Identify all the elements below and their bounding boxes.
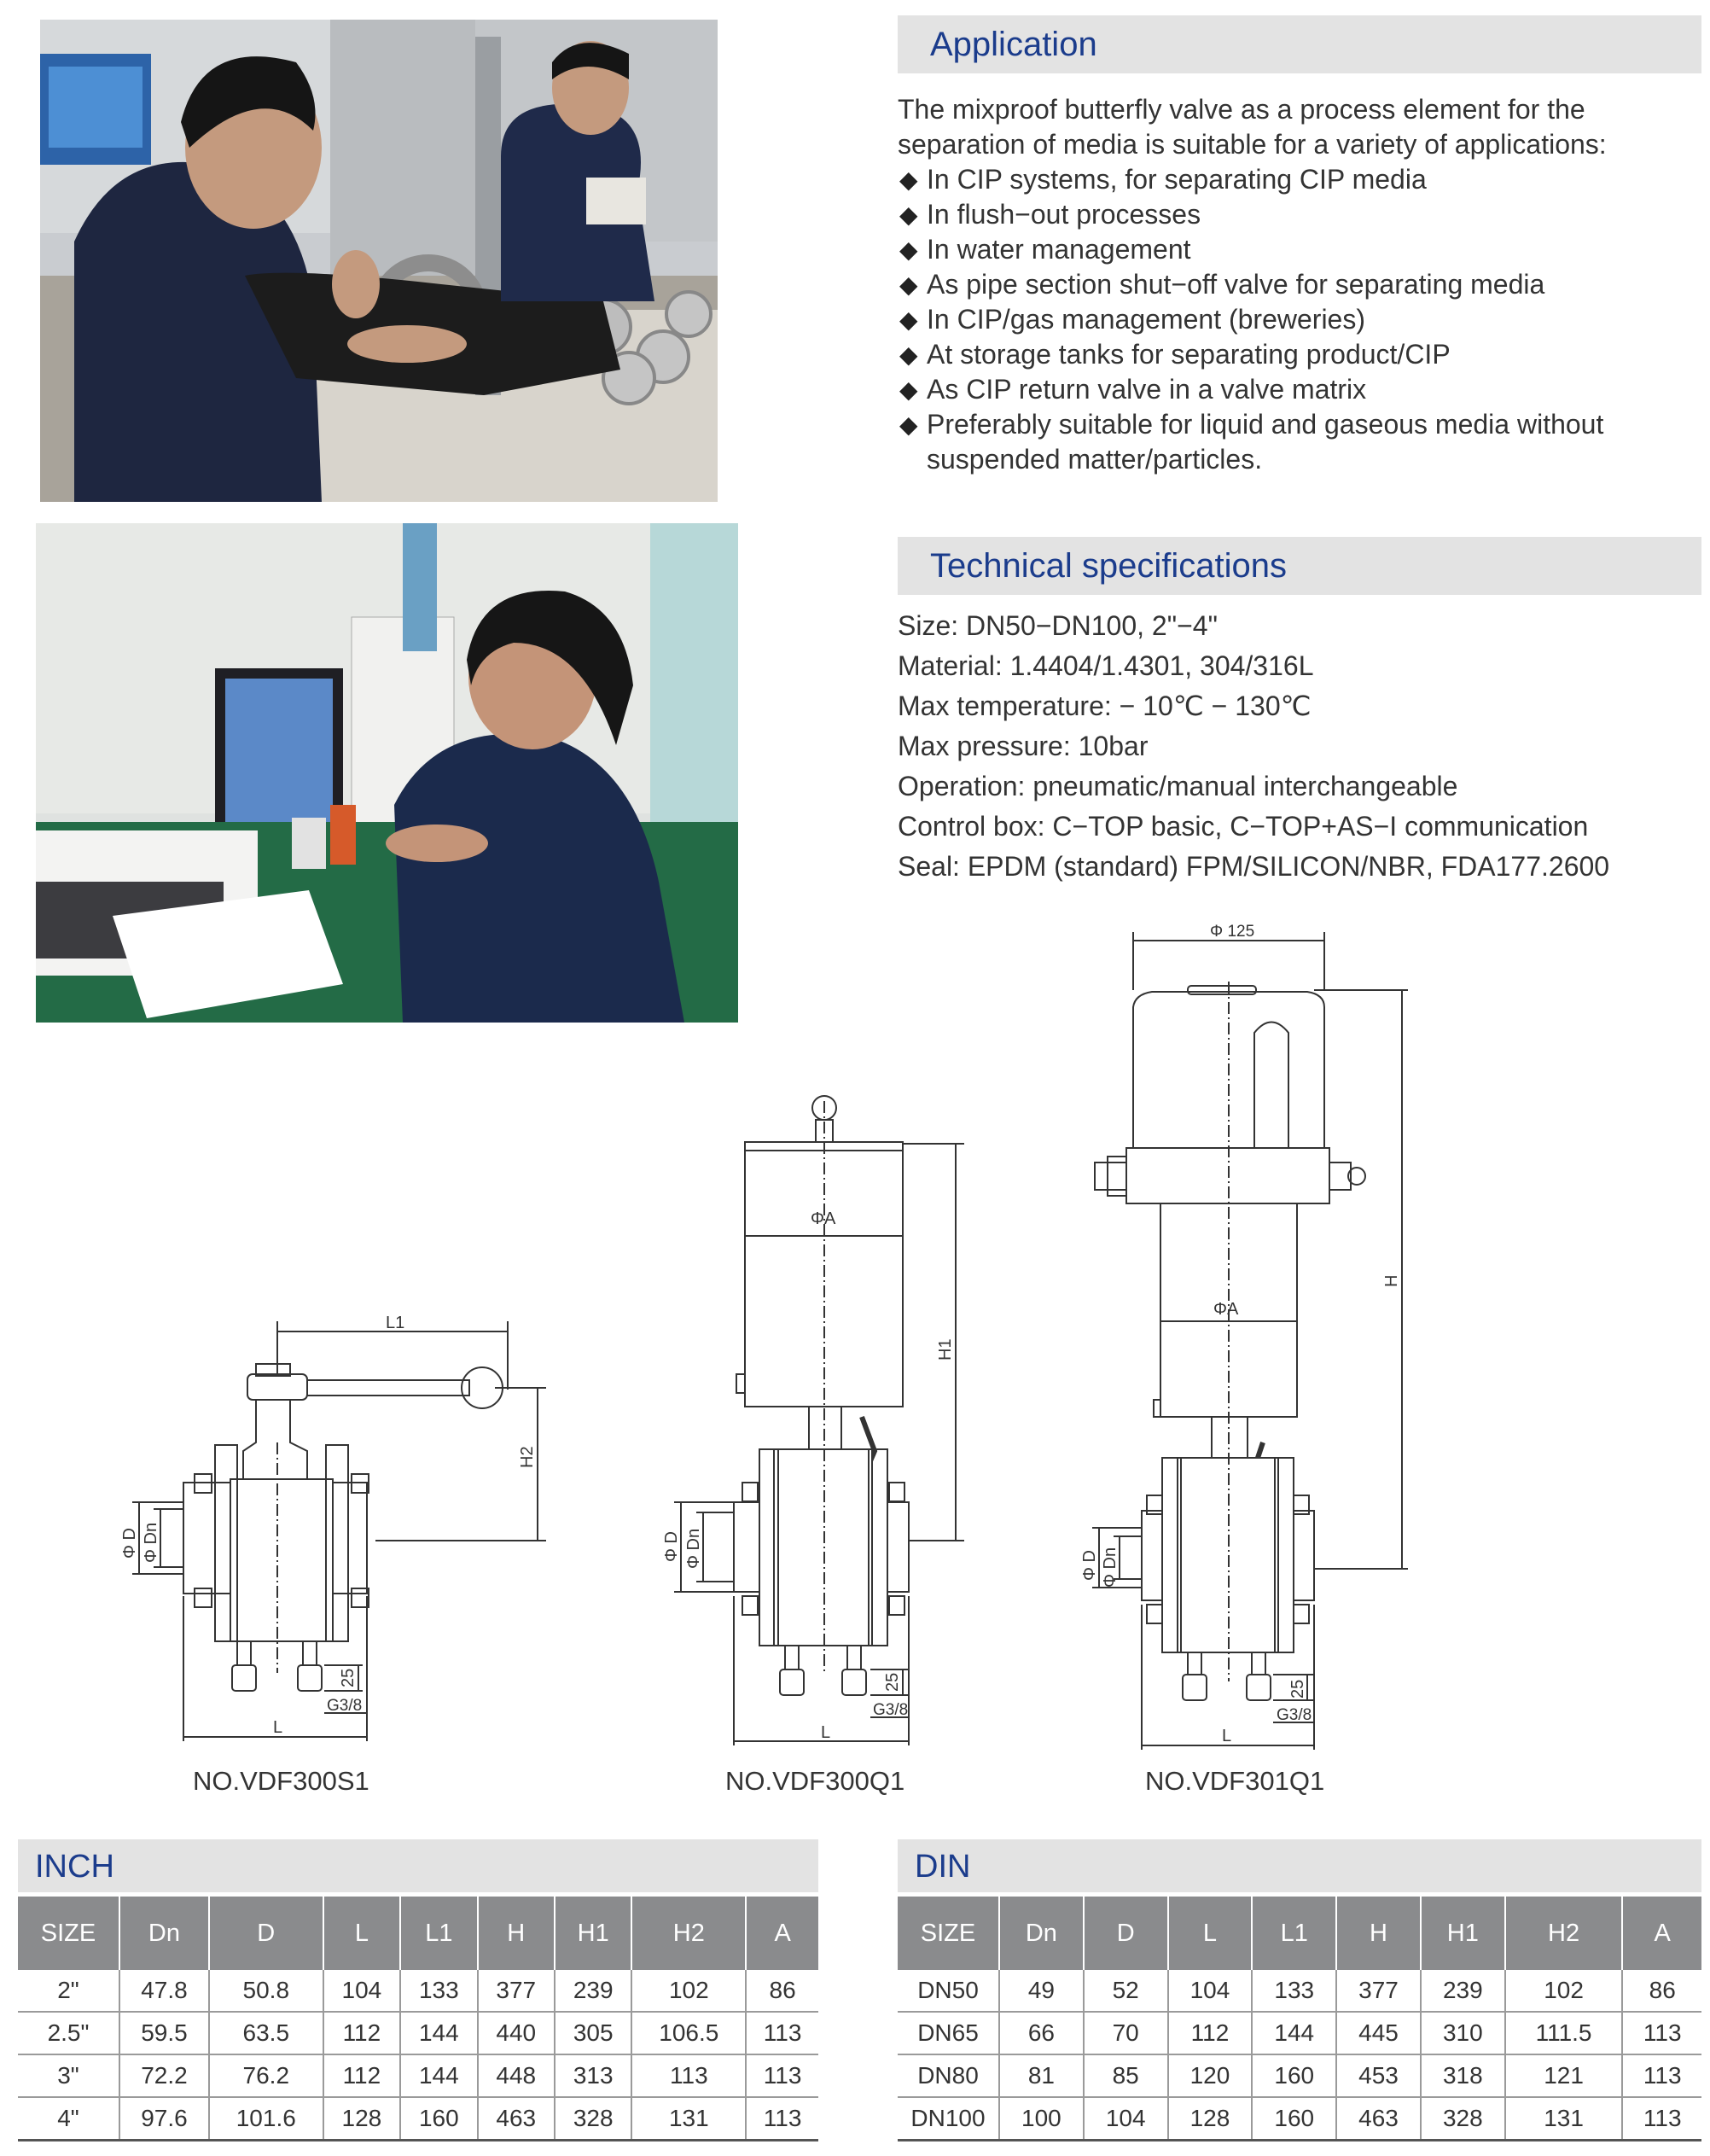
din-table-header	[898, 1839, 1701, 1892]
size-cell: DN80	[898, 2054, 999, 2097]
table-cell: 131	[631, 2097, 746, 2141]
table-cell: 81	[999, 2054, 1084, 2097]
dim-label: Φ 125	[1210, 923, 1255, 941]
din-table	[898, 1897, 1701, 2141]
model-label-vdf300s1: NO.VDF300S1	[193, 1766, 369, 1796]
diamond-bullet-icon: ◆	[899, 166, 918, 193]
table-cell: 101.6	[209, 2097, 323, 2141]
column-header: L1	[400, 1897, 477, 1970]
table-cell: 463	[478, 2097, 555, 2141]
size-cell: 4"	[18, 2097, 119, 2141]
dim-label: Φ D	[1080, 1550, 1099, 1581]
table-cell: 106.5	[631, 2012, 746, 2054]
table-cell: 121	[1505, 2054, 1623, 2097]
spec-line: Size: DN50−DN100, 2"−4"	[898, 610, 1218, 641]
model-label-vdf301q1: NO.VDF301Q1	[1145, 1766, 1325, 1796]
dim-label: G3/8	[327, 1697, 363, 1715]
table-cell: 160	[1252, 2097, 1336, 2141]
diamond-bullet-icon: ◆	[899, 236, 918, 263]
table-cell: 239	[1421, 1970, 1505, 2012]
dim-label: L	[821, 1723, 831, 1742]
table-cell: 111.5	[1505, 2012, 1623, 2054]
inch-table-header	[18, 1839, 818, 1892]
application-item: ◆ Preferably suitable for liquid and gaseous media without suspended matter/particles.	[899, 409, 1604, 475]
table-cell: 86	[746, 1970, 818, 2012]
table-row	[18, 2054, 818, 2097]
diamond-bullet-icon: ◆	[899, 201, 918, 228]
spec-line: Seal: EPDM (standard) FPM/SILICON/NBR, FDA177.2600	[898, 851, 1610, 882]
table-cell: 112	[1168, 2012, 1253, 2054]
table-cell: 112	[323, 2054, 400, 2097]
table-cell: 112	[323, 2012, 400, 2054]
table-cell: 160	[1252, 2054, 1336, 2097]
table-cell: 239	[555, 1970, 631, 2012]
table-cell: 133	[1252, 1970, 1336, 2012]
table-cell: 144	[1252, 2012, 1336, 2054]
spec-line: Max temperature: − 10℃ − 130℃	[898, 691, 1312, 721]
dim-label: ΦA	[811, 1209, 836, 1228]
application-item: ◆ In CIP systems, for separating CIP media	[898, 162, 1700, 197]
column-header: A	[746, 1897, 818, 1970]
dim-label: Φ D	[662, 1531, 681, 1562]
table-cell: 104	[323, 1970, 400, 2012]
size-cell: DN50	[898, 1970, 999, 2012]
column-header: Dn	[999, 1897, 1084, 1970]
drawing-vdf300s1	[120, 1314, 546, 1741]
table-cell: 377	[1336, 1970, 1421, 2012]
dim-label: H	[1382, 1274, 1401, 1287]
table-cell: 453	[1336, 2054, 1421, 2097]
dim-label: H2	[518, 1446, 537, 1468]
dim-label: Φ D	[120, 1528, 139, 1559]
dim-label: ΦA	[1213, 1300, 1239, 1319]
table-cell: 76.2	[209, 2054, 323, 2097]
table-cell: 445	[1336, 2012, 1421, 2054]
table-row	[18, 2097, 818, 2141]
table-cell: 66	[999, 2012, 1084, 2054]
table-cell: 313	[555, 2054, 631, 2097]
application-item: ◆ In CIP/gas management (breweries)	[898, 302, 1700, 337]
column-header: A	[1622, 1897, 1701, 1970]
size-cell: 2.5"	[18, 2012, 119, 2054]
diamond-bullet-icon: ◆	[899, 411, 918, 438]
table-cell: 85	[1084, 2054, 1168, 2097]
spec-line: Max pressure: 10bar	[898, 731, 1149, 761]
technical-title: Technical specifications	[930, 547, 1287, 585]
spec-line: Material: 1.4404/1.4301, 304/316L	[898, 650, 1314, 681]
spec-line: Control box: C−TOP basic, C−TOP+AS−I communication	[898, 811, 1589, 842]
column-header: SIZE	[898, 1897, 999, 1970]
model-label-vdf300q1: NO.VDF300Q1	[725, 1766, 905, 1796]
table-cell: 448	[478, 2054, 555, 2097]
table-cell: 113	[746, 2054, 818, 2097]
table-cell: 128	[1168, 2097, 1253, 2141]
column-header: D	[1084, 1897, 1168, 1970]
table-cell: 70	[1084, 2012, 1168, 2054]
table-cell: 100	[999, 2097, 1084, 2141]
table-cell: 49	[999, 1970, 1084, 2012]
column-header: SIZE	[18, 1897, 119, 1970]
table-cell: 52	[1084, 1970, 1168, 2012]
diamond-bullet-icon: ◆	[899, 341, 918, 368]
table-cell: 463	[1336, 2097, 1421, 2141]
dim-label: Φ Dn	[1101, 1547, 1120, 1588]
table-cell: 102	[631, 1970, 746, 2012]
diamond-bullet-icon: ◆	[899, 306, 918, 333]
table-cell: 133	[400, 1970, 477, 2012]
column-header: H	[478, 1897, 555, 1970]
diamond-bullet-icon: ◆	[899, 271, 918, 298]
column-header: Dn	[119, 1897, 209, 1970]
column-header: D	[209, 1897, 323, 1970]
dim-label: 25	[883, 1672, 902, 1692]
table-row	[898, 2012, 1701, 2054]
table-cell: 59.5	[119, 2012, 209, 2054]
table-cell: 47.8	[119, 1970, 209, 2012]
table-cell: 72.2	[119, 2054, 209, 2097]
column-header: H	[1336, 1897, 1421, 1970]
dim-label: H1	[936, 1338, 955, 1361]
dim-label: G3/8	[873, 1701, 909, 1719]
table-cell: 104	[1084, 2097, 1168, 2141]
application-item: ◆ As pipe section shut−off valve for separating media	[898, 267, 1700, 302]
table-cell: 113	[1622, 2054, 1701, 2097]
size-cell: 3"	[18, 2054, 119, 2097]
dim-label: Φ Dn	[684, 1528, 703, 1569]
drawing-vdf301q1	[1080, 923, 1408, 1750]
column-header: H2	[631, 1897, 746, 1970]
table-cell: 328	[1421, 2097, 1505, 2141]
table-cell: 377	[478, 1970, 555, 2012]
application-item: ◆ As CIP return valve in a valve matrix	[898, 372, 1700, 407]
spec-line: Operation: pneumatic/manual interchangeable	[898, 771, 1458, 801]
dim-label: 25	[1288, 1679, 1307, 1699]
table-cell: 104	[1168, 1970, 1253, 2012]
table-cell: 318	[1421, 2054, 1505, 2097]
size-cell: 2"	[18, 1970, 119, 2012]
table-cell: 144	[400, 2054, 477, 2097]
table-cell: 120	[1168, 2054, 1253, 2097]
table-cell: 86	[1622, 1970, 1701, 2012]
drawing-vdf300q1	[662, 1096, 964, 1745]
column-header: H1	[1421, 1897, 1505, 1970]
size-cell: DN65	[898, 2012, 999, 2054]
column-header: H1	[555, 1897, 631, 1970]
application-intro: The mixproof butterfly valve as a process element for the separation of media is suitable for a variety of applications:	[898, 94, 1607, 160]
table-row	[18, 2012, 818, 2054]
dim-label: L	[273, 1718, 283, 1737]
column-header: L	[323, 1897, 400, 1970]
table-cell: 113	[1622, 2012, 1701, 2054]
table-cell: 102	[1505, 1970, 1623, 2012]
dim-label: L	[1222, 1727, 1232, 1745]
table-cell: 328	[555, 2097, 631, 2141]
inch-table-title: INCH	[35, 1849, 114, 1885]
table-cell: 113	[746, 2012, 818, 2054]
din-table-title: DIN	[915, 1849, 971, 1885]
table-cell: 144	[400, 2012, 477, 2054]
inch-table	[18, 1897, 818, 2141]
table-header-row	[18, 1897, 818, 1970]
dim-label: Φ Dn	[142, 1522, 160, 1563]
table-row	[898, 2097, 1701, 2141]
table-cell: 160	[400, 2097, 477, 2141]
table-row	[18, 1970, 818, 2012]
application-item: ◆ In flush−out processes	[898, 197, 1700, 232]
table-cell: 310	[1421, 2012, 1505, 2054]
table-row	[898, 2054, 1701, 2097]
table-row	[898, 1970, 1701, 2012]
table-cell: 63.5	[209, 2012, 323, 2054]
application-title: Application	[930, 26, 1097, 63]
column-header: L	[1168, 1897, 1253, 1970]
table-cell: 97.6	[119, 2097, 209, 2141]
table-header-row	[898, 1897, 1701, 1970]
table-cell: 113	[1622, 2097, 1701, 2141]
table-cell: 113	[631, 2054, 746, 2097]
table-cell: 113	[746, 2097, 818, 2141]
size-cell: DN100	[898, 2097, 999, 2141]
column-header: H2	[1505, 1897, 1623, 1970]
table-cell: 305	[555, 2012, 631, 2054]
application-item: ◆ At storage tanks for separating product/CIP	[898, 337, 1700, 372]
application-item: ◆ In water management	[898, 232, 1700, 267]
column-header: L1	[1252, 1897, 1336, 1970]
dim-label: G3/8	[1277, 1706, 1312, 1724]
diamond-bullet-icon: ◆	[899, 376, 918, 403]
dim-label: 25	[339, 1668, 358, 1687]
table-cell: 50.8	[209, 1970, 323, 2012]
dim-label: L1	[386, 1314, 405, 1332]
table-cell: 440	[478, 2012, 555, 2054]
table-cell: 128	[323, 2097, 400, 2141]
table-cell: 131	[1505, 2097, 1623, 2141]
